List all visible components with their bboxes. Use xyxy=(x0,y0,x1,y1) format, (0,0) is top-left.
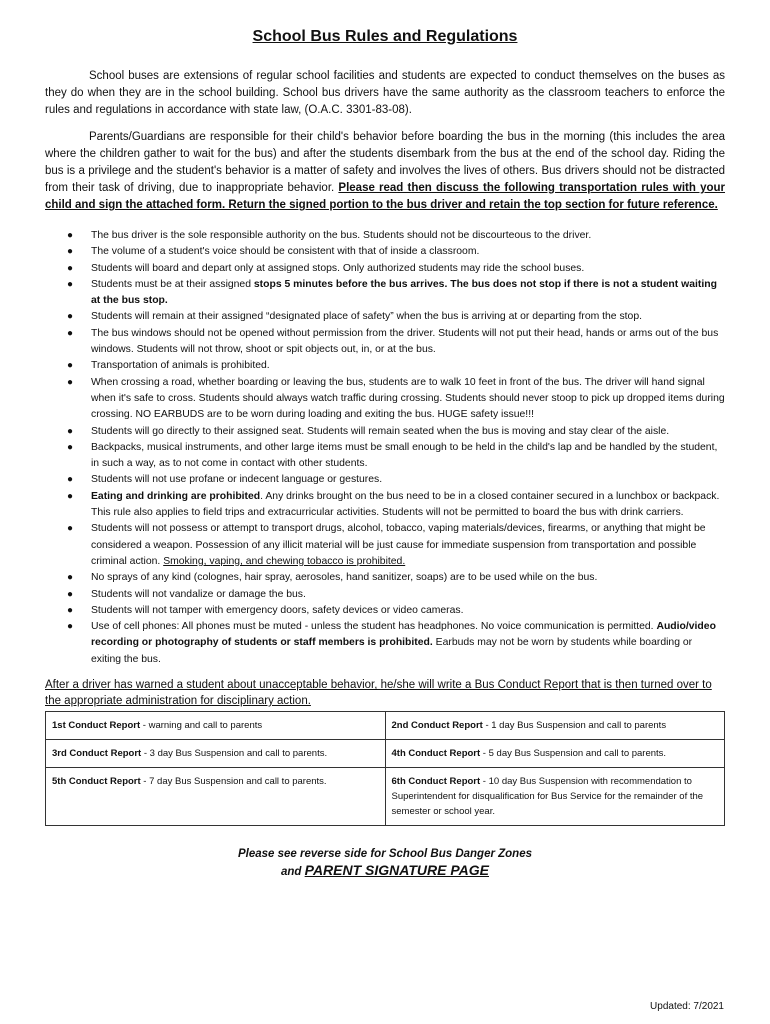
rule-item: ● Eating and drinking are prohibited. Any drinks brought on the bus need to be in a closed container secured in a lunchbox or backpack. This rule also applies to field trips and extracurricular activities. Students will not be permitted to board the bus with drink carriers. xyxy=(67,490,720,519)
rule-item: ● Students must be at their assigned stops 5 minutes before the bus arrives. The bus does not stop if there is not a student waiting at the bus stop. xyxy=(67,278,717,307)
rule-item: ● Students will remain at their assigned “designated place of safety” when the bus is arriving at or departing from the stop. xyxy=(67,311,642,323)
document-title: School Bus Rules and Regulations xyxy=(252,28,518,45)
rule-item: ● No sprays of any kind (colognes, hair spray, aerosoles, hand sanitizer, soaps) are to be used while on the bus. xyxy=(67,572,598,584)
parents-text: Parents/Guardians are responsible for their child's behavior before boarding the bus in the morning (this includes the area where the children gather to wait for the bus) and after the students disembark from the bus at the end of the school day. Riding the bus is a privilege and the student's behavior is a matter of safety and involves the lives of others. Bus drivers should not be distracted from their task of driving, due to inappropriate behavior. xyxy=(45,131,725,194)
footer-and: and xyxy=(281,866,305,879)
rules-list xyxy=(45,228,725,668)
document-page xyxy=(45,28,725,880)
rule-item: ● Students will board and depart only at assigned stops. Only authorized students may ride the school buses. xyxy=(67,262,585,274)
table-cell: 2nd Conduct Report - 1 day Bus Suspension and call to parents xyxy=(385,712,725,740)
rule-item: ● Use of cell phones: All phones must be muted - unless the student has headphones. No voice communication is permitted. Audio/video recording or photography of students or staff members is prohibited. Earbuds may not be worn by students while boarding or exiting the bus. xyxy=(67,621,716,665)
rule-item: ● Students will not tamper with emergency doors, safety devices or video cameras. xyxy=(67,604,464,616)
table-row xyxy=(46,768,725,826)
rule-item: ● The bus windows should not be opened without permission from the driver. Students will not put their head, hands or arms out of the bus windows. Students will not throw, shoot or spit objects out, in, or at the bus. xyxy=(67,327,719,356)
table-cell: 1st Conduct Report - warning and call to parents xyxy=(46,712,386,740)
table-cell: 5th Conduct Report - 7 day Bus Suspension and call to parents. xyxy=(46,768,386,826)
rule-item: ● Backpacks, musical instruments, and other large items must be small enough to be held in the child's lap and be handled by the student, in such a way, as to not come in contact with other students. xyxy=(67,441,718,470)
parents-paragraph xyxy=(45,129,725,214)
conduct-report-table xyxy=(45,711,725,826)
conduct-report-note: After a driver has warned a student about unacceptable behavior, he/she will write a Bus Conduct Report that is then turned over to the appropriate administration for disciplinary action. xyxy=(45,679,712,708)
intro-text: School buses are extensions of regular school facilities and students are expected to conduct themselves on the buses as they do when they are in the school building. School bus drivers have the same authority as the classroom teachers to enforce the rules and regulations in accordance with state law, (O.A.C. 3301-83-08). xyxy=(45,70,725,116)
rule-item: ● Students will not possess or attempt to transport drugs, alcohol, tobacco, vaping materials/devices, firearms, or anything that might be considered a weapon. Possession of any illicit material will be just cause for immediate suspension from transportation and possible criminal action. Smoking, vaping, and chewing tobacco is prohibited. xyxy=(67,523,706,567)
table-row xyxy=(46,740,725,768)
parents-instruction: Please read then discuss the following transportation rules with your child and sign the attached form. Return the signed portion to the bus driver and retain the top section for future reference. xyxy=(45,182,725,211)
rule-item: ● The volume of a student's voice should be consistent with that of inside a classroom. xyxy=(67,246,480,258)
table-row xyxy=(46,712,725,740)
parent-signature-page-label: PARENT SIGNATURE PAGE xyxy=(304,862,489,879)
table-cell: 6th Conduct Report - 10 day Bus Suspension with recommendation to Superintendent for disqualification for Bus Service for the remainder of the semester or school year. xyxy=(385,768,725,826)
rule-item: ● The bus driver is the sole responsible authority on the bus. Students should not be discourteous to the driver. xyxy=(67,230,592,241)
updated-date: Updated: 7/2021 xyxy=(650,1001,724,1012)
table-cell: 4th Conduct Report - 5 day Bus Suspension and call to parents. xyxy=(385,740,725,768)
rule-item: ● Students will go directly to their assigned seat. Students will remain seated when the bus is moving and stay clear of the aisle. xyxy=(67,425,670,437)
rule-item: ● When crossing a road, whether boarding or leaving the bus, students are to walk 10 feet in front of the bus. The driver will hand signal when it's safe to cross. Students should always watch traffic during crossing. Students should never stoop to pick up dropped items during crossing. NO EARBUDS are to be worn during loading and exiting the bus. HUGE safety issue!!! xyxy=(67,376,725,421)
reverse-side-note xyxy=(45,846,725,880)
rule-item: ● Students will not use profane or indecent language or gestures. xyxy=(67,474,383,486)
rule-item: ● Students will not vandalize or damage the bus. xyxy=(67,588,306,600)
table-cell: 3rd Conduct Report - 3 day Bus Suspension and call to parents. xyxy=(46,740,386,768)
danger-zones-line: Please see reverse side for School Bus Danger Zones xyxy=(237,848,532,861)
rule-item: ● Transportation of animals is prohibited. xyxy=(67,360,270,372)
intro-paragraph xyxy=(45,68,725,119)
